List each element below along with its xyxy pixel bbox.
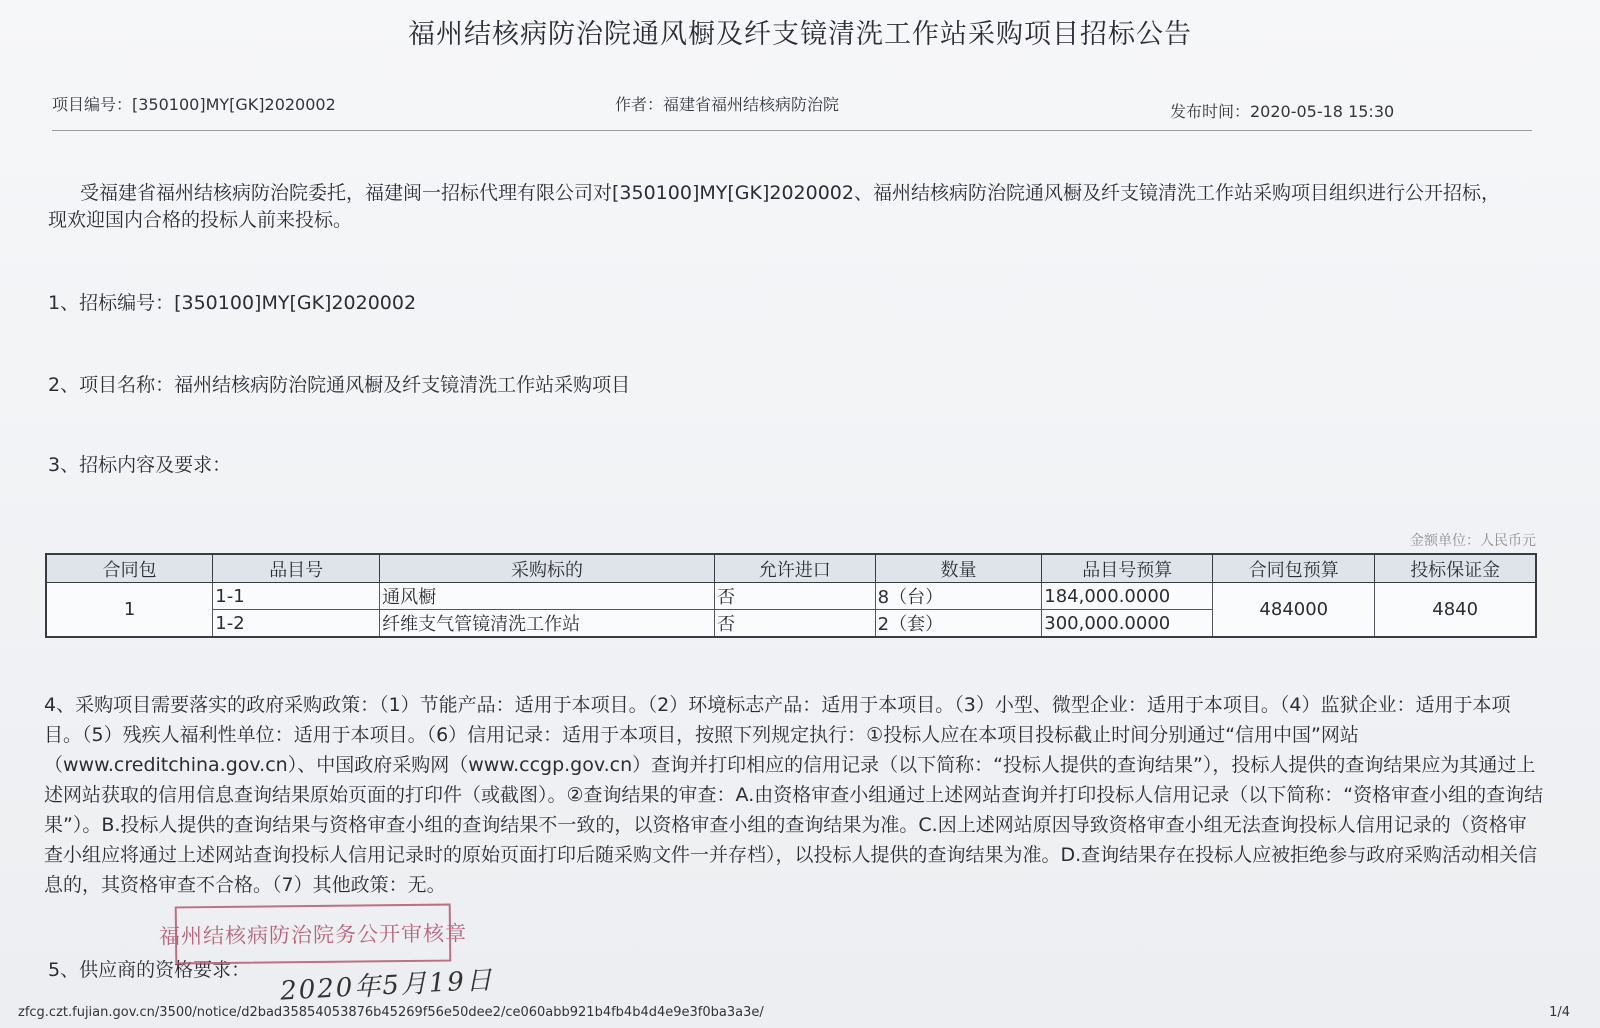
header-import: 允许进口 (714, 554, 875, 583)
cell-subject: 通风橱 (380, 583, 715, 610)
handwritten-date: 2020年5月19日 (279, 965, 495, 1007)
intro-paragraph: 受福建省福州结核病防治院委托，福建闽一招标代理有限公司对[350100]MY[GK]2020002、福州结核病防治院通风橱及纤支镜清洗工作站采购项目组织进行公开招标，现欢迎国内合格的投标人前来投标。 (48, 182, 1500, 231)
cell-import: 否 (714, 610, 875, 638)
publish-time: 发布时间：2020-05-18 15:30 (1170, 102, 1395, 121)
cell-item-no: 1-2 (213, 610, 380, 638)
currency-unit-note: 金额单位：人民币元 (1410, 533, 1536, 549)
cell-item-budget: 300,000.0000 (1042, 610, 1213, 638)
header-quantity: 数量 (875, 554, 1042, 583)
header-package-budget: 合同包预算 (1213, 554, 1375, 583)
project-code: 项目编号：[350100]MY[GK]2020002 (52, 95, 336, 114)
cell-package-budget: 484000 (1213, 583, 1375, 638)
header-bid-deposit: 投标保证金 (1375, 554, 1536, 583)
section-procurement-policy: 4、采购项目需要落实的政府采购政策：（1）节能产品：适用于本项目。（2）环境标志产品：适用于本项目。（3）小型、微型企业：适用于本项目。（4）监狱企业：适用于本项目。（5）残疾人福利性单位：适用于本项目。（6）信用记录：适用于本项目，按照下列规定执行：①投标人应在本项目投标截止时间分别通过“信用中国”网站（www.creditchina.gov.cn）、中国政府采购网（www.ccgp.gov.cn）查询并打印相应的信用记录（以下简称：“投标人提供的查询结果”），投标人提供的查询结果应为其通过上述网站获取的信用信息查询结果原始页面的打印件（或截图）。②查询结果的审查：A.由资格审查小组通过上述网站查询并打印投标人信用记录（以下简称：“资格审查小组的查询结果”）。B.投标人提供的查询结果与资格审查小组的查询结果不一致的，以资格审查小组的查询结果为准。C.因上述网站原因导致资格审查小组无法查询投标人信用记录的（资格审查小组应将通过上述网站查询投标人信用记录时的原始页面打印后随采购文件一并存档），以投标人提供的查询结果为准。D.查询结果存在投标人应被拒绝参与政府采购活动相关信息的，其资格审查不合格。（7）其他政策：无。 (44, 694, 1544, 896)
header-divider (52, 130, 1532, 131)
cell-package: 1 (46, 583, 213, 638)
author: 作者：福建省福州结核病防治院 (615, 95, 840, 114)
header-item-budget: 品目号预算 (1042, 554, 1213, 583)
cell-bid-deposit: 4840 (1375, 583, 1536, 638)
cell-quantity: 8（台） (875, 583, 1042, 610)
section-tender-number: 1、招标编号：[350100]MY[GK]2020002 (48, 292, 417, 314)
cell-subject: 纤维支气管镜清洗工作站 (380, 610, 715, 638)
document-title: 福州结核病防治院通风橱及纤支镜清洗工作站采购项目招标公告 (408, 19, 1192, 50)
header-item-no: 品目号 (213, 554, 380, 583)
cell-item-budget: 184,000.0000 (1042, 583, 1213, 610)
cell-import: 否 (714, 583, 875, 610)
table-row (46, 583, 1536, 610)
section-tender-content: 3、招标内容及要求： (48, 454, 232, 476)
footer-page-number: 1/4 (1549, 1005, 1570, 1020)
header-package: 合同包 (46, 554, 213, 583)
cell-item-no: 1-1 (213, 583, 380, 610)
cell-quantity: 2（套） (875, 610, 1042, 638)
section-supplier-qualification: 5、供应商的资格要求： (48, 959, 251, 981)
official-stamp: 福州结核病防治院务公开审核章 (175, 904, 452, 965)
footer-url: zfcg.czt.fujian.gov.cn/3500/notice/d2bad35854053876b45269f56e50dee2/ce060abb921b4fb4b4d4e9e3f0ba3a3e/ (18, 1005, 764, 1020)
procurement-table (45, 553, 1537, 638)
header-subject: 采购标的 (380, 554, 715, 583)
table-header-row (46, 554, 1536, 583)
section-project-name: 2、项目名称：福州结核病防治院通风橱及纤支镜清洗工作站采购项目 (48, 374, 631, 396)
